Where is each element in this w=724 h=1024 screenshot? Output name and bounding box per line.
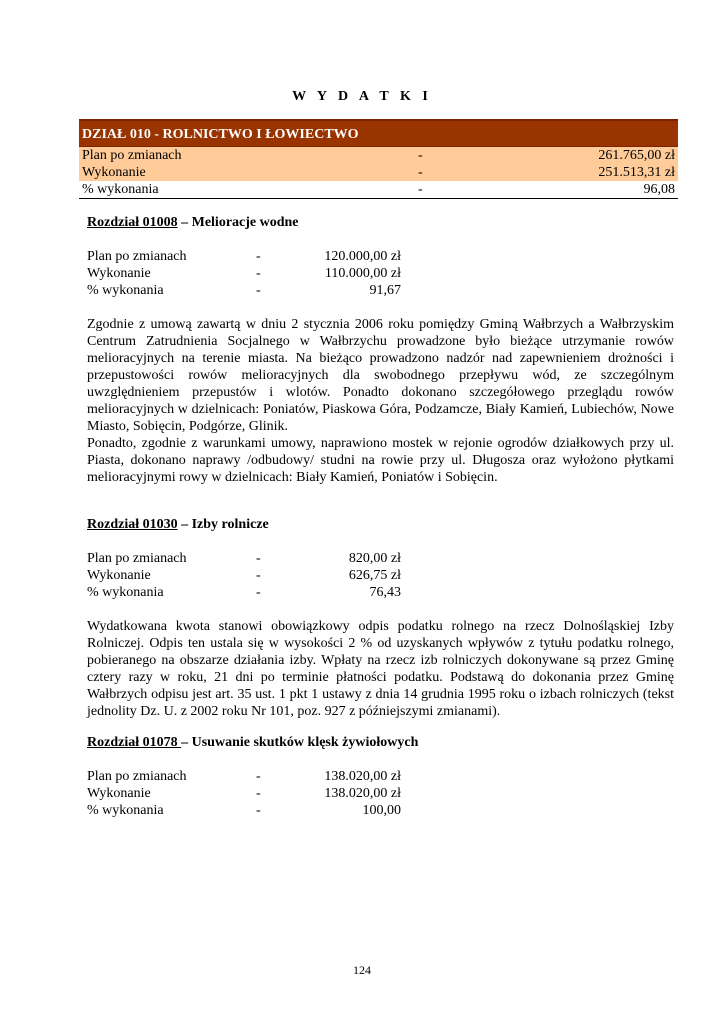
department-title: DZIAŁ 010 - ROLNICTWO I ŁOWIECTWO <box>79 119 678 147</box>
section-01078 <box>87 734 674 819</box>
section-figures <box>87 550 674 601</box>
figure-value: 820,00 zł <box>348 551 401 566</box>
figure-value: 138.020,00 zł <box>324 769 401 784</box>
page-heading: W Y D A T K I <box>292 89 432 104</box>
figure-value: 626,75 zł <box>348 568 401 583</box>
dept-row-percent <box>79 181 678 199</box>
figure-value: 91,67 <box>369 283 401 298</box>
section-01008 <box>87 214 674 486</box>
dept-row-value: 261.765,00 zł <box>598 148 675 163</box>
figure-dash: - <box>256 266 261 281</box>
dept-row-label: Wykonanie <box>82 165 146 180</box>
figure-dash: - <box>256 769 261 784</box>
figure-label: Plan po zmianach <box>87 551 187 566</box>
section-code: Rozdział 01078 <box>87 735 182 750</box>
dept-row-label: Plan po zmianach <box>82 148 182 163</box>
figure-dash: - <box>256 803 261 818</box>
figure-dash: - <box>256 249 261 264</box>
figure-dash: - <box>256 786 261 801</box>
dept-row-plan <box>79 147 678 164</box>
section-paragraph: Ponadto, zgodnie z warunkami umowy, naprawiono mostek w rejonie ogrodów działkowych przy ul. Piasta, dokonano naprawy /odbudowy/ studni na rowie przy ul. Długosza oraz wyłożono płytkami melioracyjnymi rowy w dzielnicach: Biały Kamień, Poniatów i Sobięcin. <box>87 436 674 485</box>
section-figures <box>87 768 674 819</box>
figure-row <box>87 768 674 785</box>
section-figures <box>87 248 674 299</box>
dept-row-execution <box>79 164 678 181</box>
dept-row-dash: - <box>418 182 423 197</box>
figure-dash: - <box>256 283 261 298</box>
section-name: – Usuwanie skutków klęsk żywiołowych <box>181 735 419 750</box>
dept-row-dash: - <box>418 165 423 180</box>
dept-row-value: 251.513,31 zł <box>598 165 675 180</box>
figure-row <box>87 567 674 584</box>
figure-value: 76,43 <box>369 585 401 600</box>
section-title <box>87 734 674 751</box>
figure-label: Wykonanie <box>87 266 151 281</box>
figure-label: % wykonania <box>87 803 164 818</box>
dept-row-label: % wykonania <box>82 182 159 197</box>
section-01030 <box>87 516 674 720</box>
section-paragraph: Zgodnie z umową zawartą w dniu 2 stycznia 2006 roku pomiędzy Gminą Wałbrzych a Wałbrzyskim Centrum Zatrudnienia Socjalnego w Wałbrzychu prowadzone było bieżące utrzymanie rowów melioracyjnych na terenie miasta. Na bieżąco prowadzono nadzór nad zapewnieniem drożności i przepustowości rowów melioracyjnych dla swobodnego przepływu wód, ze szczególnym uwzględnieniem przepustów i wlotów. Ponadto dokonano szczegółowego przeglądu rowów melioracyjnych w dzielnicach: Poniatów, Piaskowa Góra, Podzamcze, Biały Kamień, Lubiechów, Nowe Miasto, Sobięcin, Podgórze, Glinik. <box>87 317 674 434</box>
figure-value: 100,00 <box>362 803 401 818</box>
figure-label: Wykonanie <box>87 568 151 583</box>
figure-row <box>87 584 674 601</box>
figure-row <box>87 265 674 282</box>
figure-row <box>87 282 674 299</box>
figure-dash: - <box>256 585 261 600</box>
figure-dash: - <box>256 551 261 566</box>
figure-row <box>87 785 674 802</box>
figure-row <box>87 550 674 567</box>
section-code: Rozdział 01008 <box>87 215 178 230</box>
figure-label: Plan po zmianach <box>87 769 187 784</box>
figure-row <box>87 248 674 265</box>
figure-label: % wykonania <box>87 283 164 298</box>
page-number: 124 <box>353 963 371 977</box>
figure-label: Plan po zmianach <box>87 249 187 264</box>
figure-value: 110.000,00 zł <box>324 266 401 281</box>
figure-value: 138.020,00 zł <box>324 786 401 801</box>
dept-row-dash: - <box>418 148 423 163</box>
figure-value: 120.000,00 zł <box>324 249 401 264</box>
figure-row <box>87 802 674 819</box>
section-name: – Melioracje wodne <box>177 215 299 230</box>
section-name: – Izby rolnicze <box>177 517 269 532</box>
department-summary-table <box>79 119 678 199</box>
section-paragraph: Wydatkowana kwota stanowi obowiązkowy odpis podatku rolnego na rzecz Dolnośląskiej Izby Rolniczej. Odpis ten ustala się w wysokości 2 % od uzyskanych wpływów z tytułu podatku rolnego, pobieranego na obszarze działania izby. Wpłaty na rzecz izb rolniczych dokonywane są przez Gminę cztery razy w roku, 21 dni po terminie płatności podatku. Podstawą do dokonania przez Gminę Wałbrzych odpisu jest art. 35 ust. 1 pkt 1 ustawy z dnia 14 grudnia 1995 roku o izbach rolniczych (tekst jednolity Dz. U. z 2002 roku Nr 101, poz. 927 z późniejszymi zmianami). <box>87 619 674 719</box>
section-title <box>87 516 674 533</box>
figure-dash: - <box>256 568 261 583</box>
section-title <box>87 214 674 231</box>
section-code: Rozdział 01030 <box>87 517 178 532</box>
dept-row-value: 96,08 <box>643 182 675 197</box>
figure-label: % wykonania <box>87 585 164 600</box>
figure-label: Wykonanie <box>87 786 151 801</box>
